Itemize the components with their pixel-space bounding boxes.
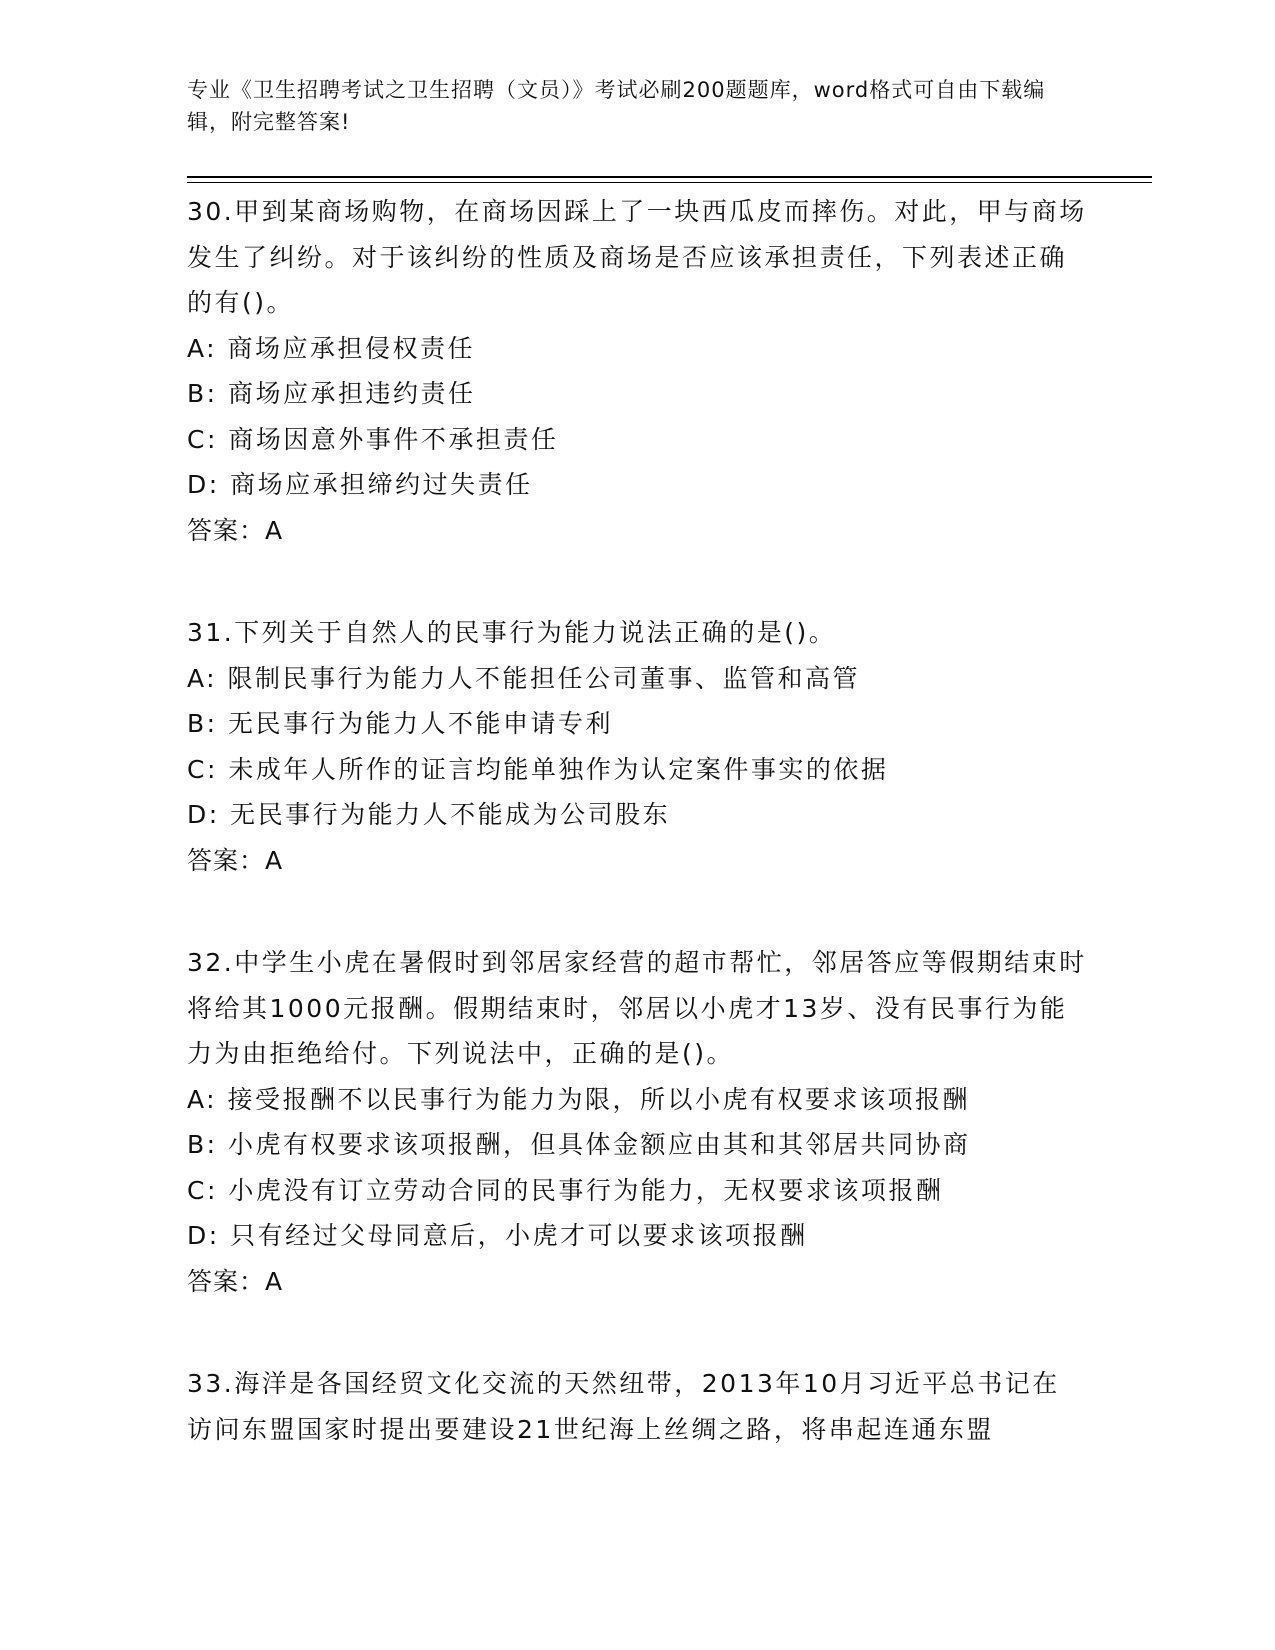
question-32 <box>187 940 1087 1304</box>
option-b: B: 小虎有权要求该项报酬，但具体金额应由其和其邻居共同协商 <box>187 1130 971 1159</box>
option-a: A: 商场应承担侵权责任 <box>187 333 476 363</box>
option-a: A: 接受报酬不以民事行为能力为限，所以小虎有权要求该项报酬 <box>187 1084 971 1114</box>
answer: 答案：A <box>187 515 284 545</box>
answer: 答案：A <box>187 845 284 875</box>
question-text: 30.甲到某商场购物，在商场因踩上了一块西瓜皮而摔伤。对此，甲与商场发生了纠纷。对于该纠纷的性质及商场是否应该承担责任，下列表述正确的有()。 <box>187 197 1087 317</box>
question-text: 33.海洋是各国经贸文化交流的天然纽带，2013年10月习近平总书记在访问东盟国家时提出要建设21世纪海上丝绸之路，将串起连通东盟 <box>187 1369 1060 1444</box>
option-a: A: 限制民事行为能力人不能担任公司董事、监管和高管 <box>187 663 861 693</box>
question-33 <box>187 1361 1087 1452</box>
option-c: C: 未成年人所作的证言均能单独作为认定案件事实的依据 <box>187 754 889 784</box>
header-divider-thin <box>187 182 1152 183</box>
question-list <box>187 189 1087 1509</box>
header-divider-thick <box>187 176 1152 178</box>
question-31 <box>187 610 1087 883</box>
option-c: C: 小虎没有订立劳动合同的民事行为能力，无权要求该项报酬 <box>187 1175 944 1205</box>
option-d: D: 商场应承担缔约过失责任 <box>187 470 533 499</box>
document-header: 专业《卫生招聘考试之卫生招聘（文员）》考试必刷200题题库，word格式可自由下载编辑，附完整答案! <box>187 78 1046 134</box>
option-d: D: 只有经过父母同意后，小虎才可以要求该项报酬 <box>187 1221 808 1250</box>
question-text: 32.中学生小虎在暑假时到邻居家经营的超市帮忙，邻居答应等假期结束时将给其1000元报酬。假期结束时，邻居以小虎才13岁、没有民事行为能力为由拒绝给付。下列说法中，正确的是()。 <box>187 948 1087 1068</box>
question-30 <box>187 189 1087 553</box>
answer: 答案：A <box>187 1266 284 1296</box>
option-c: C: 商场因意外事件不承担责任 <box>187 424 559 454</box>
option-b: B: 商场应承担违约责任 <box>187 379 476 408</box>
option-d: D: 无民事行为能力人不能成为公司股东 <box>187 800 671 829</box>
option-b: B: 无民事行为能力人不能申请专利 <box>187 709 614 738</box>
question-text: 31.下列关于自然人的民事行为能力说法正确的是()。 <box>187 618 837 647</box>
